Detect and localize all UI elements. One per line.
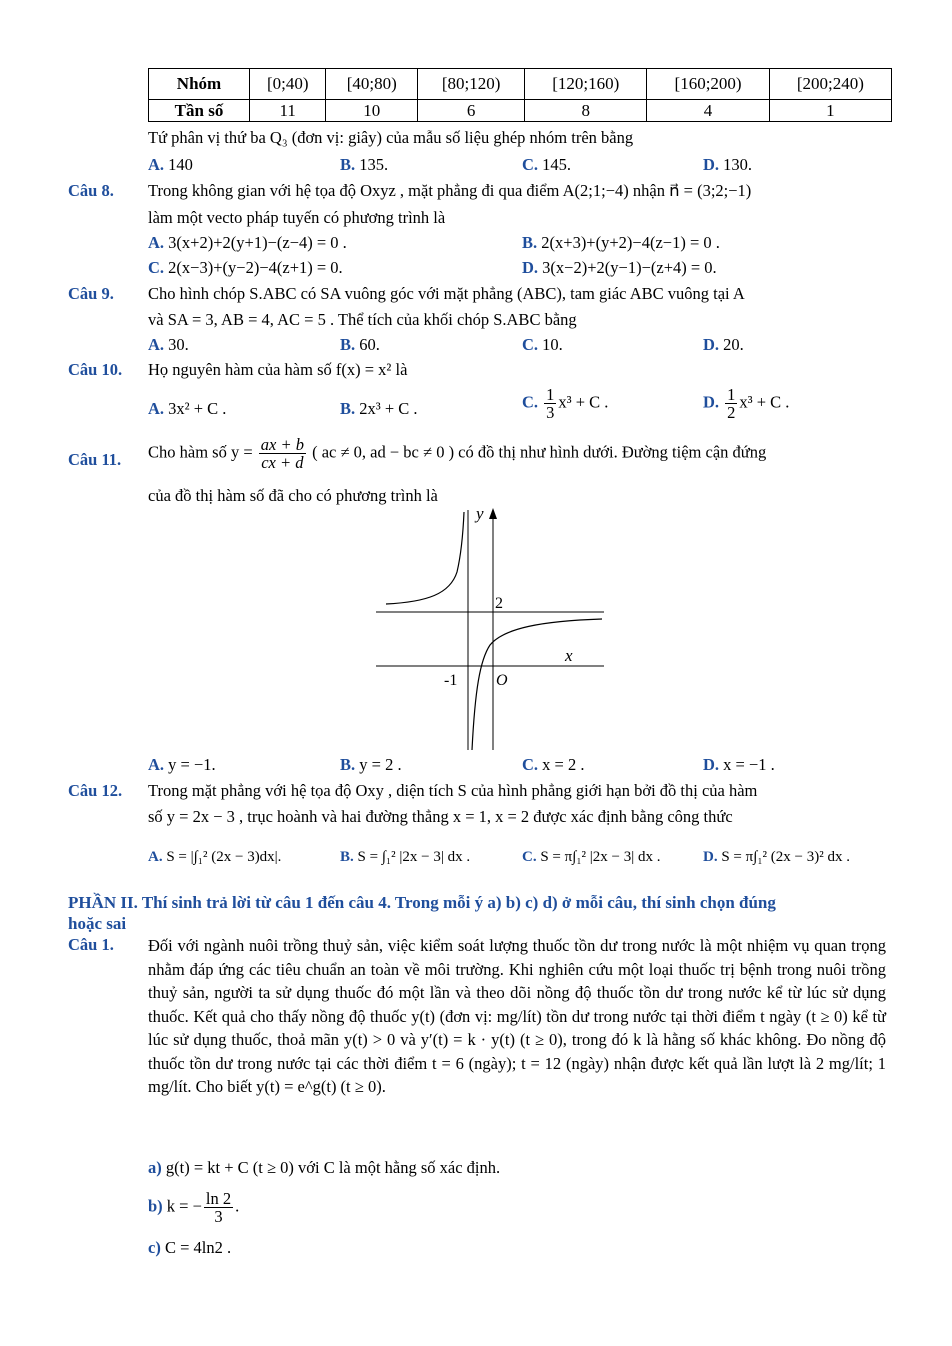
group-cell: [40;80)	[326, 69, 418, 100]
option-label: A.	[148, 755, 165, 774]
q12-text-2: số y = 2x − 3 , trục hoành và hai đường thẳng x = 1, x = 2 được xác định bằng công thức	[148, 807, 733, 826]
fraction-denominator: 3	[546, 403, 555, 423]
group-cell: [80;120)	[418, 69, 525, 100]
q12-text-1: Trong mặt phẳng với hệ tọa độ Oxy , diện tích S của hình phẳng giới hạn bởi đồ thị của hàm	[148, 781, 758, 800]
option-text: 60.	[359, 335, 380, 354]
q11-pre: Cho hàm số y =	[148, 442, 253, 462]
option-text: 3x² + C .	[168, 399, 227, 418]
item-label: a)	[148, 1158, 162, 1177]
q12-option-c	[522, 848, 661, 866]
option-label: B.	[340, 755, 356, 774]
q10-option-c	[522, 386, 608, 422]
option-text: 3(x+2)+2(y+1)−(z−4) = 0 .	[168, 233, 347, 252]
q7-option-c	[522, 155, 571, 175]
option-text: S = π∫₁² |2x − 3| dx .	[540, 849, 661, 865]
fraction-numerator: 1	[727, 385, 736, 404]
q7-option-a	[148, 155, 193, 175]
item-label: c)	[148, 1238, 161, 1257]
q12-number: Câu 12.	[68, 781, 123, 800]
q12-option-a	[148, 848, 281, 866]
option-label: A.	[148, 849, 163, 865]
q11-number: Câu 11.	[68, 450, 122, 469]
fraction	[544, 386, 556, 422]
option-label: A.	[148, 335, 165, 354]
q7-option-b	[340, 155, 388, 175]
q9-option-b	[340, 335, 380, 355]
option-label: D.	[703, 155, 720, 174]
option-text: S = |∫₁² (2x − 3)dx|.	[166, 849, 282, 865]
option-text: 2x³ + C .	[359, 399, 418, 418]
fraction-denominator: cx + d	[261, 453, 304, 473]
item-text: g(t) = kt + C (t ≥ 0) với C là một hằng số xác định.	[165, 1158, 501, 1177]
option-text: x = 2 .	[542, 755, 585, 774]
group-cell: [120;160)	[525, 69, 647, 100]
frequency-table	[148, 68, 892, 122]
fraction-denominator: 3	[214, 1207, 223, 1227]
y-axis-arrow-icon	[489, 508, 497, 519]
option-text: 20.	[723, 335, 744, 354]
q11-option-a	[148, 755, 216, 775]
tick-label-minus-1: -1	[444, 672, 458, 689]
q11-text-1	[148, 436, 766, 472]
origin-label: O	[496, 672, 508, 689]
option-label: D.	[703, 392, 720, 412]
option-text: 135.	[359, 155, 389, 174]
freq-cell: 1	[769, 100, 891, 122]
option-text: 3(x−2)+2(y−1)−(z+4) = 0.	[542, 258, 717, 277]
option-label: B.	[340, 335, 356, 354]
option-label: B.	[340, 399, 356, 418]
function-fraction	[259, 436, 306, 472]
option-label: D.	[703, 335, 720, 354]
group-cell: [160;200)	[647, 69, 769, 100]
tick-label-2: 2	[495, 595, 503, 612]
q12-option-b	[340, 848, 470, 866]
option-text: y = 2 .	[359, 755, 402, 774]
item-text-end: .	[235, 1196, 240, 1216]
q11-option-c	[522, 755, 584, 775]
q9-number: Câu 9.	[68, 284, 114, 303]
q8-option-b	[522, 233, 720, 253]
option-text: 140	[168, 155, 193, 174]
option-label: B.	[522, 233, 538, 252]
y-axis-label: y	[476, 504, 484, 523]
table-header-label: Nhóm	[149, 69, 250, 100]
option-label: C.	[522, 392, 539, 412]
table-freq-label: Tần số	[149, 100, 250, 122]
freq-cell: 6	[418, 100, 525, 122]
option-text: 2(x+3)+(y+2)−4(z−1) = 0 .	[541, 233, 720, 252]
option-label: D.	[522, 258, 539, 277]
option-text: S = ∫₁² |2x − 3| dx .	[357, 849, 471, 865]
p2q1-item-c	[148, 1238, 231, 1258]
option-label: B.	[340, 155, 356, 174]
q10-option-a	[148, 399, 226, 419]
option-label: C.	[148, 258, 165, 277]
q10-option-b	[340, 399, 418, 419]
part2-heading-line1: PHẦN II. Thí sinh trả lời từ câu 1 đến câu 4. Trong mỗi ý a) b) c) d) ở mỗi câu, thí sinh chọn đúng	[68, 893, 776, 912]
q11-post: ( ac ≠ 0, ad − bc ≠ 0 ) có đồ thị như hình dưới. Đường tiệm cận đứng	[312, 442, 767, 462]
option-text: 145.	[542, 155, 572, 174]
option-label: C.	[522, 155, 539, 174]
p2q1-item-a	[148, 1158, 500, 1178]
q8-option-d	[522, 258, 717, 278]
option-label: A.	[148, 399, 165, 418]
option-label: A.	[148, 233, 165, 252]
hyperbola-graph	[372, 500, 612, 756]
q8-text-2: làm một vecto pháp tuyến có phương trình là	[148, 208, 446, 227]
option-label: C.	[522, 849, 537, 865]
fraction-numerator: 1	[546, 385, 555, 404]
q8-number: Câu 8.	[68, 181, 114, 200]
option-label: C.	[522, 335, 539, 354]
option-text: x³ + C .	[739, 392, 790, 412]
group-cell: [0;40)	[250, 69, 326, 100]
q10-option-d	[703, 386, 789, 422]
q7-option-d	[703, 155, 752, 175]
option-text: 130.	[723, 155, 753, 174]
option-text: 2(x−3)+(y−2)−4(z+1) = 0.	[168, 258, 343, 277]
fraction-numerator: ax + b	[260, 435, 304, 454]
fraction-denominator: 2	[727, 403, 736, 423]
q7-text: Tứ phân vị thứ ba Q₃ (đơn vị: giây) của mẫu số liệu ghép nhóm trên bằng	[148, 128, 634, 147]
hyperbola-left-branch	[386, 512, 464, 604]
fraction-numerator: ln 2	[205, 1189, 232, 1208]
p2q1-text: Đối với ngành nuôi trồng thuỷ sản, việc kiểm soát lượng thuốc tồn dư trong nước là một nhiệm vụ quan trọng nhằm đáp ứng các tiêu chuẩn an toàn về môi trường. Khi nghiên cứu một loại thuốc trị bệnh trong nuôi trồng thuỷ sản, người ta sử dụng thuốc đó một lần và theo dõi nồng độ thuốc tồn dư trong nước kể từ lúc sử dụng thuốc. Kết quả cho thấy nồng độ thuốc y(t) (đơn vị: mg/lít) tồn dư trong nước tại thời điểm t ngày (t ≥ 0) kể từ lúc sử dụng thuốc, thoả mãn y(t) > 0 và y′(t) = k · y(t) (t ≥ 0), trong đó k là hằng số khác không. Đo nồng độ thuốc tồn dư trong nước tại các thời điểm t = 6 (ngày); t = 12 (ngày) nhận được kết quả lần lượt là 2 mg/lít; 1 mg/lít. Cho biết y(t) = e^g(t) (t ≥ 0).	[148, 936, 886, 1096]
q8-option-c	[148, 258, 343, 278]
q9-option-c	[522, 335, 563, 355]
option-text: y = −1.	[168, 755, 216, 774]
fraction	[204, 1190, 233, 1226]
option-label: D.	[703, 849, 718, 865]
option-text: 30.	[168, 335, 189, 354]
option-label: B.	[340, 849, 354, 865]
q10-number: Câu 10.	[68, 360, 123, 379]
q9-option-d	[703, 335, 744, 355]
x-axis-label: x	[565, 646, 573, 665]
q8-option-a	[148, 233, 347, 253]
item-label: b)	[148, 1196, 163, 1216]
option-label: C.	[522, 755, 539, 774]
p2q1-number: Câu 1.	[68, 935, 114, 954]
option-label: D.	[703, 755, 720, 774]
p2q1-item-b	[148, 1190, 239, 1226]
option-text: S = π∫₁² (2x − 3)² dx .	[721, 849, 851, 865]
hyperbola-right-branch	[472, 619, 602, 750]
q10-text: Họ nguyên hàm của hàm số f(x) = x² là	[148, 360, 408, 379]
part2-heading-line2: hoặc sai	[68, 914, 127, 933]
q9-option-a	[148, 335, 189, 355]
option-text: 10.	[542, 335, 563, 354]
item-text: k = −	[166, 1196, 202, 1216]
group-cell: [200;240)	[769, 69, 891, 100]
freq-cell: 8	[525, 100, 647, 122]
freq-cell: 10	[326, 100, 418, 122]
option-text: x = −1 .	[723, 755, 775, 774]
q12-option-d	[703, 848, 850, 866]
option-text: x³ + C .	[558, 392, 609, 412]
q8-text-1: Trong không gian với hệ tọa độ Oxyz , mặt phẳng đi qua điểm A(2;1;−4) nhận n⃗ = (3;2;−1)	[148, 181, 752, 200]
fraction	[725, 386, 737, 422]
item-text: C = 4ln2 .	[164, 1238, 232, 1257]
option-label: A.	[148, 155, 165, 174]
freq-cell: 11	[250, 100, 326, 122]
freq-cell: 4	[647, 100, 769, 122]
q11-option-b	[340, 755, 402, 775]
q9-text-1: Cho hình chóp S.ABC có SA vuông góc với mặt phẳng (ABC), tam giác ABC vuông tại A	[148, 284, 745, 303]
q11-text-2: của đồ thị hàm số đã cho có phương trình là	[148, 486, 438, 505]
q9-text-2: và SA = 3, AB = 4, AC = 5 . Thể tích của khối chóp S.ABC bằng	[148, 310, 577, 329]
q11-option-d	[703, 755, 775, 775]
